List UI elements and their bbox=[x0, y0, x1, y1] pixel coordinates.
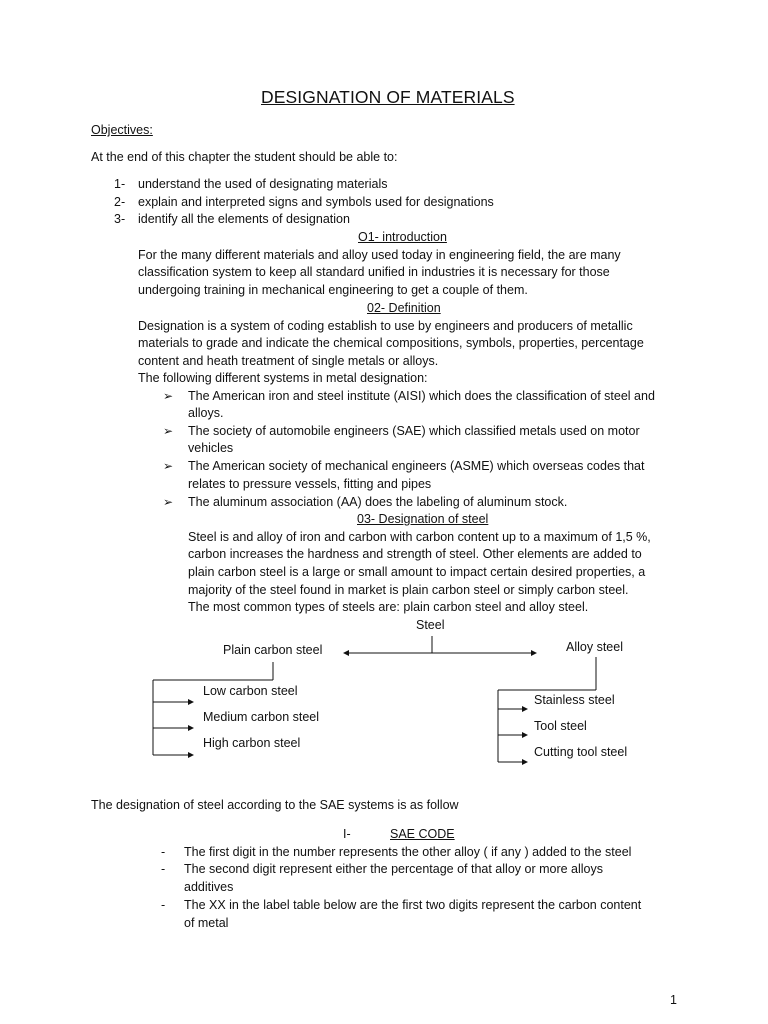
page-number: 1 bbox=[670, 993, 677, 1007]
bullet-line: alloys. bbox=[188, 406, 224, 420]
page-title: DESIGNATION OF MATERIALS bbox=[261, 87, 515, 107]
arrow-bullet-icon: ➢ bbox=[163, 424, 174, 438]
diagram-left-item: Medium carbon steel bbox=[203, 710, 320, 724]
sae-item-line: The second digit represent either the percentage of that alloy or more alloys bbox=[184, 862, 603, 876]
diagram-right-item: Tool steel bbox=[534, 719, 587, 733]
bullet-line: The society of automobile engineers (SAE) which classified metals used on motor bbox=[188, 424, 640, 438]
sae-item-line: of metal bbox=[184, 916, 229, 930]
paragraph-line: Designation is a system of coding establish to use by engineers and producers of metallic bbox=[138, 319, 633, 333]
paragraph-line: The most common types of steels are: plain carbon steel and alloy steel. bbox=[188, 600, 589, 614]
sae-item-line: The first digit in the number represents the other alloy ( if any ) added to the steel bbox=[184, 845, 632, 859]
sae-number: I- bbox=[343, 827, 351, 841]
dash-bullet: - bbox=[161, 845, 166, 859]
diagram-left-item: Low carbon steel bbox=[203, 684, 298, 698]
objective-number: 1- bbox=[114, 177, 126, 191]
paragraph-line: majority of the steel found in market is plain carbon steel or simply carbon steel. bbox=[188, 583, 629, 597]
paragraph-line: For the many different materials and alloy used today in engineering field, the are many bbox=[138, 248, 621, 262]
objective-number: 3- bbox=[114, 212, 126, 226]
arrow-bullet-icon: ➢ bbox=[163, 389, 174, 403]
paragraph-line: The following different systems in metal designation: bbox=[138, 371, 428, 385]
diagram-right-label: Alloy steel bbox=[566, 640, 623, 654]
dash-bullet: - bbox=[161, 898, 166, 912]
bullet-line: relates to pressure vessels, fitting and pipes bbox=[188, 477, 432, 491]
sae-item-line: The XX in the label table below are the first two digits represent the carbon content bbox=[184, 898, 642, 912]
sae-heading: SAE CODE bbox=[390, 827, 455, 841]
diagram-left-item: High carbon steel bbox=[203, 736, 301, 750]
paragraph-line: materials to grade and indicate the chemical compositions, symbols, properties, percentage bbox=[138, 336, 644, 350]
objective-text: explain and interpreted signs and symbols used for designations bbox=[138, 195, 494, 209]
objectives-heading: Objectives: bbox=[91, 123, 153, 137]
arrow-bullet-icon: ➢ bbox=[163, 459, 174, 473]
sae-item-line: additives bbox=[184, 880, 234, 894]
paragraph-line: content and heath treatment of single metals or alloys. bbox=[138, 354, 439, 368]
bullet-line: The aluminum association (AA) does the labeling of aluminum stock. bbox=[188, 495, 568, 509]
diagram-root-label: Steel bbox=[416, 618, 445, 632]
objective-text: identify all the elements of designation bbox=[138, 212, 350, 226]
paragraph-line: carbon increases the hardness and strength of steel. Other elements are added to bbox=[188, 547, 642, 561]
intro-line: At the end of this chapter the student should be able to: bbox=[91, 150, 398, 164]
paragraph-line: classification system to keep all standard unified in industries it is necessary for those bbox=[138, 265, 610, 279]
bullet-line: The American iron and steel institute (AISI) which does the classification of steel and bbox=[188, 389, 655, 403]
sae-intro: The designation of steel according to the SAE systems is as follow bbox=[91, 798, 459, 812]
paragraph-line: Steel is and alloy of iron and carbon with carbon content up to a maximum of 1,5 %, bbox=[188, 530, 651, 544]
diagram-right-item: Cutting tool steel bbox=[534, 745, 628, 759]
section-heading-designation-of-steel: 03- Designation of steel bbox=[357, 512, 489, 526]
section-heading-introduction: O1- introduction bbox=[358, 230, 447, 244]
section-heading-definition: 02- Definition bbox=[367, 301, 441, 315]
bullet-line: The American society of mechanical engineers (ASME) which overseas codes that bbox=[188, 459, 645, 473]
diagram-right-item: Stainless steel bbox=[534, 693, 615, 707]
paragraph-line: undergoing training in mechanical engineering to get a couple of them. bbox=[138, 283, 528, 297]
objective-text: understand the used of designating materials bbox=[138, 177, 388, 191]
diagram-left-label: Plain carbon steel bbox=[223, 643, 323, 657]
arrow-bullet-icon: ➢ bbox=[163, 495, 174, 509]
objective-number: 2- bbox=[114, 195, 126, 209]
dash-bullet: - bbox=[161, 862, 166, 876]
paragraph-line: plain carbon steel is a large or small amount to impact certain desired properties, a bbox=[188, 565, 646, 579]
bullet-line: vehicles bbox=[188, 441, 234, 455]
